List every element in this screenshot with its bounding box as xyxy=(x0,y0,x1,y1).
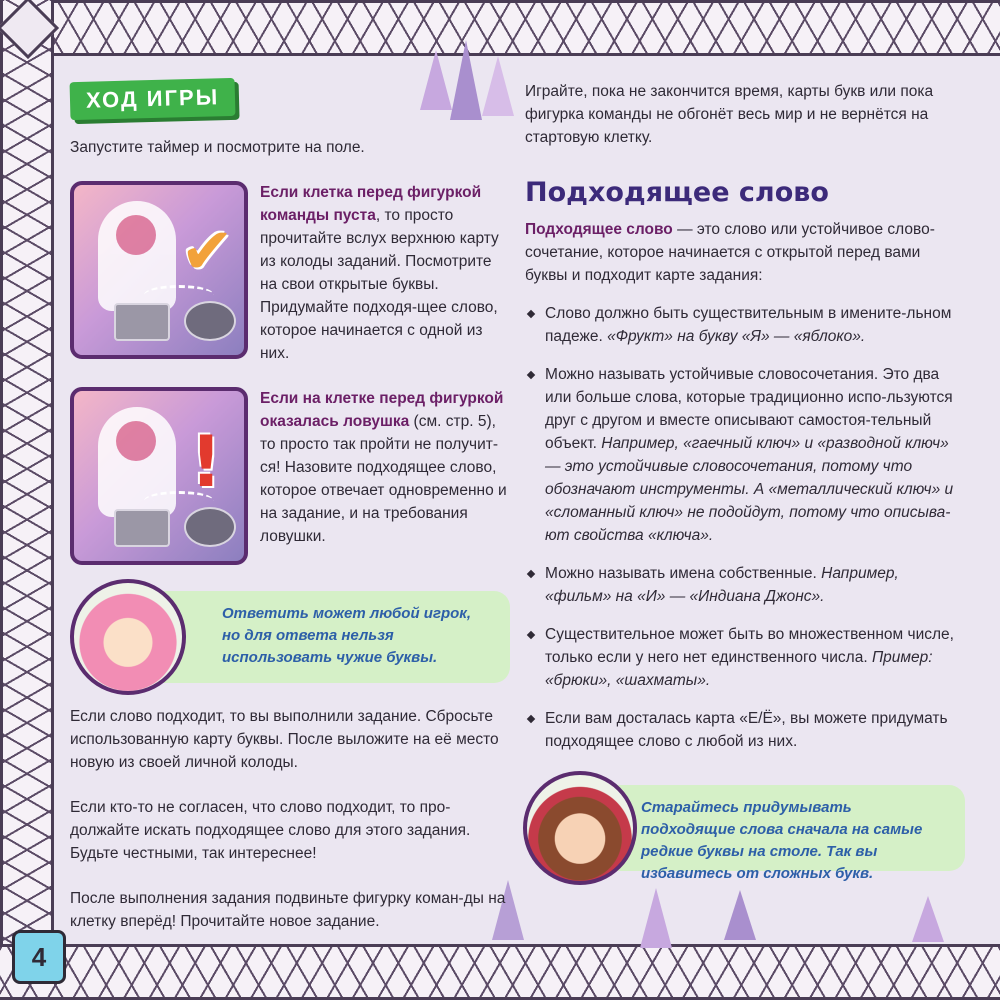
trap-tile-icon xyxy=(184,507,236,547)
step-description xyxy=(260,181,510,365)
list-item-text: Существительное может быть во множественном числе, только если у него нет единственного числа. xyxy=(545,626,954,666)
list-item xyxy=(525,363,965,547)
tip-box xyxy=(565,785,965,882)
page-number: 4 xyxy=(12,930,66,984)
list-item xyxy=(525,707,965,753)
intro-text: Играйте, пока не закончится время, карты букв или пока фигурка команды не обгонёт весь мир и не вернётся на стартовую клетку. xyxy=(525,83,934,146)
paragraph: Если кто-то не согласен, что слово подходит, то про-должайте искать подходящее слово для этого задания. Будьте честными, так интереснее! xyxy=(70,799,471,862)
step-description xyxy=(260,387,510,565)
crystal-icon xyxy=(724,890,756,940)
tip-text: Старайтесь придумывать подходящие слова сначала на самые редкие буквы на столе. Так вы избавитесь от сложных букв. xyxy=(641,799,923,882)
list-item-example: Например, «гаечный ключ» и «разводной ключ» — это устойчивые словосочетания, потому что обозначают инструменты. А «металлический ключ» и «сломанный ключ» не подойдут, потому что описыва-ют свойства «ключа». xyxy=(545,435,954,544)
tip-text: Ответить может любой игрок, но для ответа нельзя использовать чужие буквы. xyxy=(222,605,472,666)
step-instruction: , то просто прочитайте вслух верхнюю карту из колоды заданий. Посмотрите на свои открытые буквы. Придумайте подходя-щее слово, которое начинается с одной из них. xyxy=(260,207,499,362)
start-tile-icon xyxy=(114,509,170,547)
rules-list xyxy=(525,302,965,753)
list-item-example: Пример: «брюки», «шахматы». xyxy=(545,649,933,689)
step-instruction: (см. стр. 5), то просто так пройти не получит-ся! Назовите подходящее слово, которое отвечает одновременно и на задание, и на требования ловушки. xyxy=(260,413,507,545)
paragraph: После выполнения задания подвиньте фигурку коман-ды на клетку вперёд! Прочитайте новое задание. xyxy=(70,890,506,930)
list-item-text: Слово должно быть существительным в имените-льном падеже. xyxy=(545,305,952,345)
boy-character-avatar xyxy=(523,771,637,885)
list-item xyxy=(525,623,965,692)
intro-text: Запустите таймер и посмотрите на поле. xyxy=(70,139,365,156)
section-title: ХОД ИГРЫ xyxy=(70,78,236,120)
list-item-text: Можно называть устойчивые словосочетания. Это два или больше слова, которые традиционно испо-льзуются друг с другом и вместе описывают самостоя-тельный объект. xyxy=(545,366,953,452)
checkmark-icon: ✔ xyxy=(180,215,234,289)
step-condition: Если клетка перед фигуркой команды пуста xyxy=(260,184,482,224)
definition-body: — это слово или устойчивое слово-сочетание, которое начинается с открытой перед вами буквы и подходит карте задания: xyxy=(525,221,935,284)
list-item xyxy=(525,302,965,348)
ornament-border-left xyxy=(0,0,54,1000)
crystal-icon xyxy=(640,888,672,948)
tip-box xyxy=(110,591,510,683)
crystal-icon xyxy=(912,896,944,942)
exclamation-icon: ! xyxy=(190,421,222,503)
step-condition: Если на клетке перед фигуркой оказалась ловушка xyxy=(260,390,504,430)
list-item-text: Можно называть имена собственные. xyxy=(545,565,822,582)
ornament-border-bottom xyxy=(0,944,1000,1000)
list-item-example: Например, «фильм» на «И» — «Индиана Джонс». xyxy=(545,565,899,605)
left-column xyxy=(70,80,510,933)
start-tile-icon xyxy=(114,303,170,341)
step-empty-cell xyxy=(70,181,510,365)
ornament-border-top xyxy=(0,0,1000,56)
board-illustration xyxy=(70,387,248,565)
girl-character-avatar xyxy=(70,579,186,695)
next-tile-icon xyxy=(184,301,236,341)
definition-term: Подходящее слово xyxy=(525,221,673,238)
right-column xyxy=(525,80,965,882)
board-illustration xyxy=(70,181,248,359)
list-item xyxy=(525,562,965,608)
list-item-text: Если вам досталась карта «Е/Ё», вы можете придумать подходящее слово с любой из них. xyxy=(545,710,948,750)
step-trap-cell xyxy=(70,387,510,565)
list-item-example: «Фрукт» на букву «Я» — «яблоко». xyxy=(607,328,866,345)
subheading: Подходящее слово xyxy=(525,177,829,208)
paragraph: Если слово подходит, то вы выполнили задание. Сбросьте использованную карту буквы. После выложите на её место новую из своей личной колоды. xyxy=(70,708,499,771)
definition xyxy=(525,218,965,287)
